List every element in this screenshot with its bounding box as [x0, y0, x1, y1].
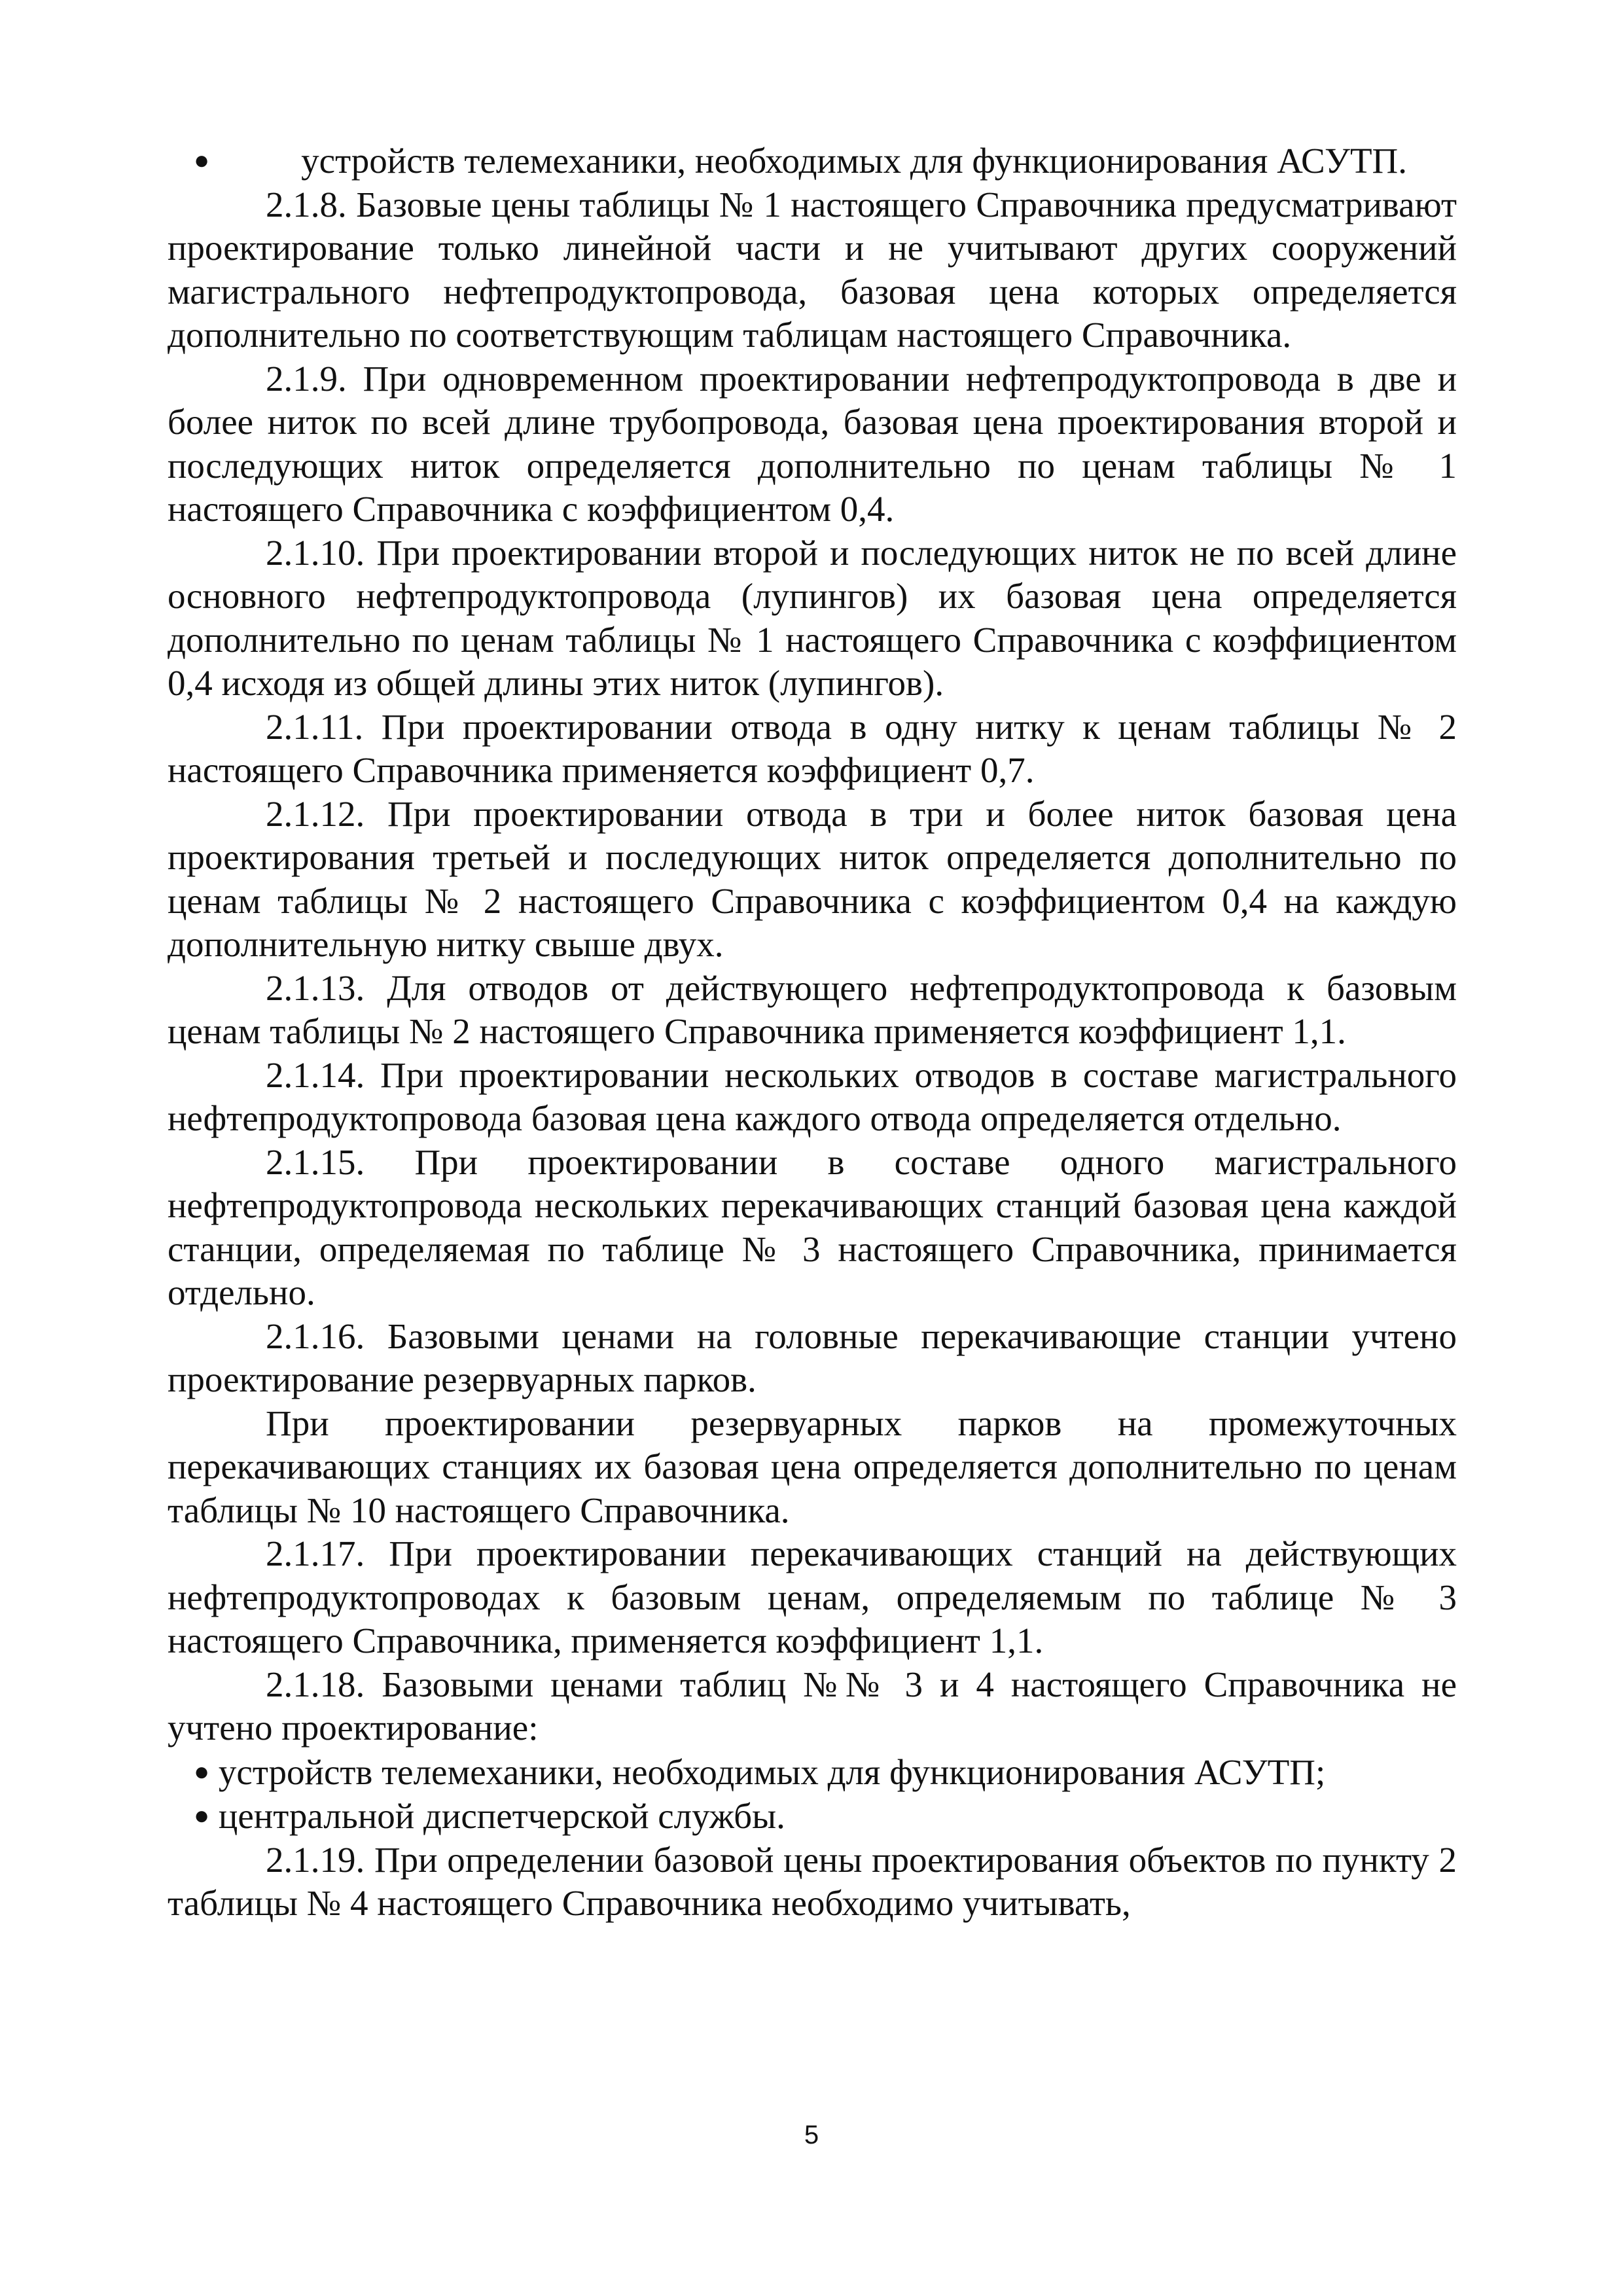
paragraph-2-1-16: 2.1.16. Базовыми ценами на головные перекачивающие станции учтено проектирование резервуарных парков. — [168, 1316, 1457, 1399]
paragraph-2-1-15: 2.1.15. При проектировании в составе одного магистрального нефтепродуктопровода нескольких перекачивающих станций базовая цена каждой станции, определяемая по таблице № 3 настоящего Справочника, принимается отдельно. — [168, 1141, 1457, 1312]
bullet-icon: ● — [194, 1756, 210, 1786]
bullet-item-telemechanics-top — [168, 139, 1457, 183]
paragraph-2-1-8: 2.1.8. Базовые цены таблицы № 1 настоящего Справочника предусматривают проектирование только линейной части и не учитывают других сооружений магистрального нефтепродуктопровода, базовая цена которых определяется дополнительно по соответствующим таблицам настоящего Справочника. — [168, 184, 1457, 355]
document-page — [168, 139, 1457, 1926]
bullet-item-dispatch-service — [168, 1794, 1457, 1839]
bullet-icon: ● — [194, 1801, 210, 1830]
paragraph-2-1-18: 2.1.18. Базовыми ценами таблиц №№ 3 и 4 настоящего Справочника не учтено проектирование: — [168, 1664, 1457, 1748]
paragraph-2-1-14: 2.1.14. При проектировании нескольких отводов в составе магистрального нефтепродуктопровода базовая цена каждого отвода определяется отдельно. — [168, 1054, 1457, 1138]
paragraph-2-1-10: 2.1.10. При проектировании второй и последующих ниток не по всей длине основного нефтепродуктопровода (лупингов) их базовая цена определяется дополнительно по ценам таблицы № 1 настоящего Справочника с коэффициентом 0,4 исходя из общей длины этих ниток (лупингов). — [168, 532, 1457, 703]
paragraph-text: устройств телемеханики, необходимых для функционирования АСУТП; — [218, 1751, 1326, 1792]
paragraph-2-1-19: 2.1.19. При определении базовой цены проектирования объектов по пункту 2 таблицы № 4 настоящего Справочника необходимо учитывать, — [168, 1839, 1457, 1923]
paragraph-2-1-12: 2.1.12. При проектировании отвода в три и более ниток базовая цена проектирования третьей и последующих ниток определяется дополнительно по ценам таблицы № 2 настоящего Справочника с коэффициентом 0,4 на каждую дополнительную нитку свыше двух. — [168, 793, 1457, 964]
paragraph-2-1-9: 2.1.9. При одновременном проектировании нефтепродуктопровода в две и более ниток по всей длине трубопровода, базовая цена проектирования второй и последующих ниток определяется дополнительно по ценам таблицы № 1 настоящего Справочника с коэффициентом 0,4. — [168, 358, 1457, 529]
bullet-item-telemechanics — [168, 1750, 1457, 1795]
paragraph-2-1-11: 2.1.11. При проектировании отвода в одну нитку к ценам таблицы № 2 настоящего Справочника применяется коэффициент 0,7. — [168, 706, 1457, 790]
page-number: 5 — [804, 2121, 819, 2149]
bullet-icon: ● — [194, 145, 210, 175]
paragraph-2-1-17: 2.1.17. При проектировании перекачивающих станций на действующих нефтепродуктопроводах к базовым ценам, определяемым по таблице № 3 настоящего Справочника, применяется коэффициент 1,1. — [168, 1534, 1457, 1660]
paragraph-text: центральной диспетчерской службы. — [218, 1796, 785, 1836]
paragraph-text: устройств телемеханики, необходимых для функционирования АСУТП. — [301, 141, 1408, 181]
paragraph-2-1-16-continued: При проектировании резервуарных парков на промежуточных перекачивающих станциях их базовая цена определяется дополнительно по ценам таблицы № 10 настоящего Справочника. — [168, 1403, 1457, 1530]
paragraph-2-1-13: 2.1.13. Для отводов от действующего нефтепродуктопровода к базовым ценам таблицы № 2 настоящего Справочника применяется коэффициент 1,1. — [168, 967, 1457, 1051]
